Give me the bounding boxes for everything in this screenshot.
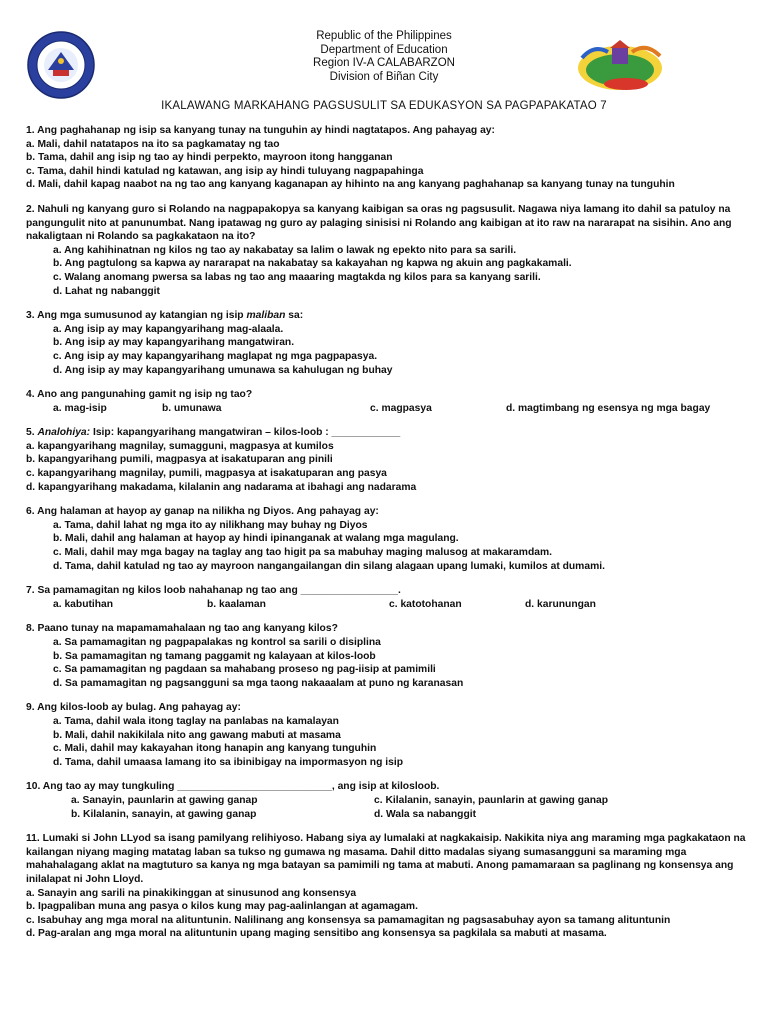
question-list bbox=[26, 124, 750, 952]
question-stem bbox=[26, 426, 750, 440]
question-10 bbox=[26, 780, 750, 821]
choice-b: b. Ang isip ay may kapangyarihang mangatwiran. bbox=[53, 337, 295, 349]
question-stem-text: sa: bbox=[285, 310, 304, 322]
choice-d: d. kapangyarihang makadama, kilalanin ang nadarama at ibahagi ang nadarama bbox=[26, 481, 417, 493]
question-stem: 11. Lumaki si John LLyod sa isang pamilyang relihiyoso. Habang siya ay lumalaki at nagkakaisip. Nakikita niya ang maraming mga pagkakataon na kailangan niyang maging matatag laban sa tukso ng gumawa ng masama. Dahil ditto madalas siyang sumasangguni sa maraming mga mahahalagang aklat na magtuturo sa kanya ng mga batayan sa pamimili ng tama at mabuti. Anong pamamaraan sa paglinang ng konsensya ang inilalapat ni John Lloyd. bbox=[26, 833, 746, 885]
question-3 bbox=[26, 309, 750, 377]
question-stem: 2. Nahuli ng kanyang guro si Rolando na nagpapakopya sa kanyang kaibigan sa oras ng pagsusulit. Nagawa niya lamang ito dahil sa patuloy na pangungulit nito at panunumbat. Nang ipatawag ng guro ay palaging sinisisi ni Rolando ang kaibigan at ito raw na nararapat na sisihin. Ano ang nakaligtaan ni Rolando sa pagkakataon na ito? bbox=[26, 203, 732, 243]
choice-row bbox=[26, 808, 750, 822]
choice-d: d. magtimbang ng esensya ng mga bagay bbox=[506, 402, 711, 414]
choice-c: c. Mali, dahil may kakayahan itong hanapin ang kanyang tunguhin bbox=[53, 743, 377, 755]
question-2 bbox=[26, 203, 750, 298]
question-stem: 1. Ang paghahanap ng isip sa kanyang tunay na tunguhin ay hindi nagtatapos. Ang pahayag ay: bbox=[26, 125, 495, 136]
choice-c: c. Walang anomang pwersa sa labas ng tao ang maaaring magtakda ng kilos para sa kanyang sarili. bbox=[53, 271, 541, 283]
choice-a: a. kapangyarihang magnilay, sumagguni, magpasya at kumilos bbox=[26, 440, 334, 452]
question-stem: 9. Ang kilos-loob ay bulag. Ang pahayag ay: bbox=[26, 702, 241, 714]
choice-b: b. Mali, dahil ang halaman at hayop ay hindi ipinanganak at walang mga magulang. bbox=[53, 533, 459, 545]
choice-d: d. Lahat ng nabanggit bbox=[53, 285, 160, 297]
question-stem-text: 5. bbox=[26, 427, 38, 439]
choice-row bbox=[26, 598, 750, 612]
question-stem: 8. Paano tunay na mapamamahalaan ng tao ang kanyang kilos? bbox=[26, 623, 338, 635]
question-stem-text: Isip: kapangyarihang mangatwiran – kilos-loob : ____________ bbox=[90, 427, 401, 439]
choice-a: a. Mali, dahil natatapos na ito sa pagkamatay ng tao bbox=[26, 138, 280, 150]
choice-a: a. Tama, dahil wala itong taglay na panlabas na kamalayan bbox=[53, 715, 339, 727]
exam-title: IKALAWANG MARKAHANG PAGSUSULIT SA EDUKASYON SA PAGPAPAKATAO 7 bbox=[161, 100, 607, 112]
header-republic: Republic of the Philippines bbox=[316, 30, 452, 42]
question-4 bbox=[26, 388, 750, 415]
choice-c: c. Ang isip ay may kapangyarihang maglapat ng mga pagpapasya. bbox=[53, 350, 378, 362]
question-stem-emphasis: maliban bbox=[246, 310, 286, 322]
choice-d: d. karunungan bbox=[525, 598, 596, 610]
choice-b: b. Ang pagtulong sa kapwa ay nararapat na nakabatay sa kakayahan ng kapwa ng akuin ang pagkakamali. bbox=[53, 258, 572, 270]
document-header bbox=[0, 30, 768, 84]
choice-d: d. Sa pamamagitan ng pagsangguni sa mga taong nakaaalam at puno ng karanasan bbox=[53, 677, 464, 689]
header-division: Division of Biñan City bbox=[329, 70, 439, 83]
question-stem: 6. Ang halaman at hayop ay ganap na nilikha ng Diyos. Ang pahayag ay: bbox=[26, 506, 379, 518]
choice-d: d. Mali, dahil kapag naabot na ng tao ang kanyang kaganapan ay hihinto na ang kanyang paghahanap sa kanyang tunay na tunguhin bbox=[26, 179, 675, 191]
question-stem: 4. Ano ang pangunahing gamit ng isip ng tao? bbox=[26, 389, 253, 401]
choice-b: b. Ipagpaliban muna ang pasya o kilos kung may pag-aalinlangan at agamagam. bbox=[26, 901, 418, 913]
question-8 bbox=[26, 622, 750, 690]
choice-c: c. Mali, dahil may mga bagay na taglay ang tao higit pa sa mabuhay maging malusog at makaramdam. bbox=[53, 547, 552, 559]
choice-c: c. kapangyarihang magnilay, pumili, magpasya at isakatuparan ang pasya bbox=[26, 468, 387, 480]
choice-d: d. Pag-aralan ang mga moral na alituntunin upang maging sensitibo ang konsensya sa pagkilala sa mabuti at masama. bbox=[26, 928, 607, 940]
choice-b: b. umunawa bbox=[162, 402, 222, 414]
question-1 bbox=[26, 124, 750, 192]
choice-a: a. kabutihan bbox=[53, 598, 114, 610]
choice-a: a. Ang isip ay may kapangyarihang mag-alaala. bbox=[53, 323, 284, 335]
choice-b: b. Mali, dahil nakikilala nito ang gawang mabuti at masama bbox=[53, 729, 341, 741]
choice-a: a. Ang kahihinatnan ng kilos ng tao ay nakabatay sa lalim o lawak ng epekto nito para sa sarili. bbox=[53, 244, 517, 256]
question-9 bbox=[26, 701, 750, 769]
choice-b: b. Sa pamamagitan ng tamang paggamit ng kalayaan at kilos-loob bbox=[53, 650, 376, 662]
choice-d: d. Tama, dahil katulad ng tao ay mayroon nangangailangan din silang alagaan upang lumaki, kumilos at dumami. bbox=[53, 560, 605, 572]
question-7 bbox=[26, 584, 750, 611]
choice-b: b. Kilalanin, sanayin, at gawing ganap bbox=[71, 808, 257, 820]
choice-c: c. Sa pamamagitan ng pagdaan sa mahabang proseso ng pag-iisip at pamimili bbox=[53, 664, 436, 676]
header-region: Region IV-A CALABARZON bbox=[313, 57, 455, 69]
choice-d: d. Ang isip ay may kapangyarihang umunawa sa kahulugan ng buhay bbox=[53, 364, 393, 376]
choice-a: a. Sa pamamagitan ng pagpapalakas ng kontrol sa sarili o disiplina bbox=[53, 637, 381, 648]
question-11 bbox=[26, 832, 750, 941]
choice-c: c. Isabuhay ang mga moral na alituntunin. Nalilinang ang konsensya sa pamamagitan ng pagsasabuhay ayon sa tamang alituntunin bbox=[26, 914, 671, 926]
choice-row bbox=[26, 794, 750, 808]
question-stem-emphasis: Analohiya: bbox=[37, 427, 91, 439]
choice-d: d. Wala sa nabanggit bbox=[374, 808, 477, 820]
question-6 bbox=[26, 505, 750, 573]
choice-row bbox=[26, 402, 750, 416]
choice-a: a. Sanayin ang sarili na pinakikinggan at sinusunod ang konsensya bbox=[26, 887, 357, 899]
choice-c: c. magpasya bbox=[370, 402, 432, 414]
question-stem: 7. Sa pamamagitan ng kilos loob nahahanap ng tao ang _________________. bbox=[26, 585, 401, 597]
choice-a: a. Sanayin, paunlarin at gawing ganap bbox=[71, 794, 258, 806]
choice-b: b. kaalaman bbox=[207, 598, 266, 610]
header-department: Department of Education bbox=[320, 43, 448, 56]
choice-b: b. kapangyarihang pumili, magpasya at isakatuparan ang pinili bbox=[26, 454, 333, 466]
choice-c: c. katotohanan bbox=[389, 598, 462, 610]
question-stem-text: 3. Ang mga sumusunod ay katangian ng isip bbox=[26, 310, 247, 322]
choice-c: c. Tama, dahil hindi katulad ng katawan, ang isip ay hindi tuluyang nagpapahinga bbox=[26, 165, 424, 177]
question-5 bbox=[26, 426, 750, 494]
choice-c: c. Kilalanin, sanayin, paunlarin at gawing ganap bbox=[374, 794, 609, 806]
choice-a: a. mag-isip bbox=[53, 402, 107, 414]
question-stem: 10. Ang tao ay may tungkuling ___________________________, ang isip at kilosloob. bbox=[26, 781, 440, 793]
choice-b: b. Tama, dahil ang isip ng tao ay hindi perpekto, mayroon itong hangganan bbox=[26, 152, 393, 164]
choice-d: d. Tama, dahil umaasa lamang ito sa ibinibigay na impormasyon ng isip bbox=[53, 756, 403, 768]
choice-a: a. Tama, dahil lahat ng mga ito ay nilikhang may buhay ng Diyos bbox=[53, 519, 368, 531]
question-stem bbox=[26, 309, 750, 323]
